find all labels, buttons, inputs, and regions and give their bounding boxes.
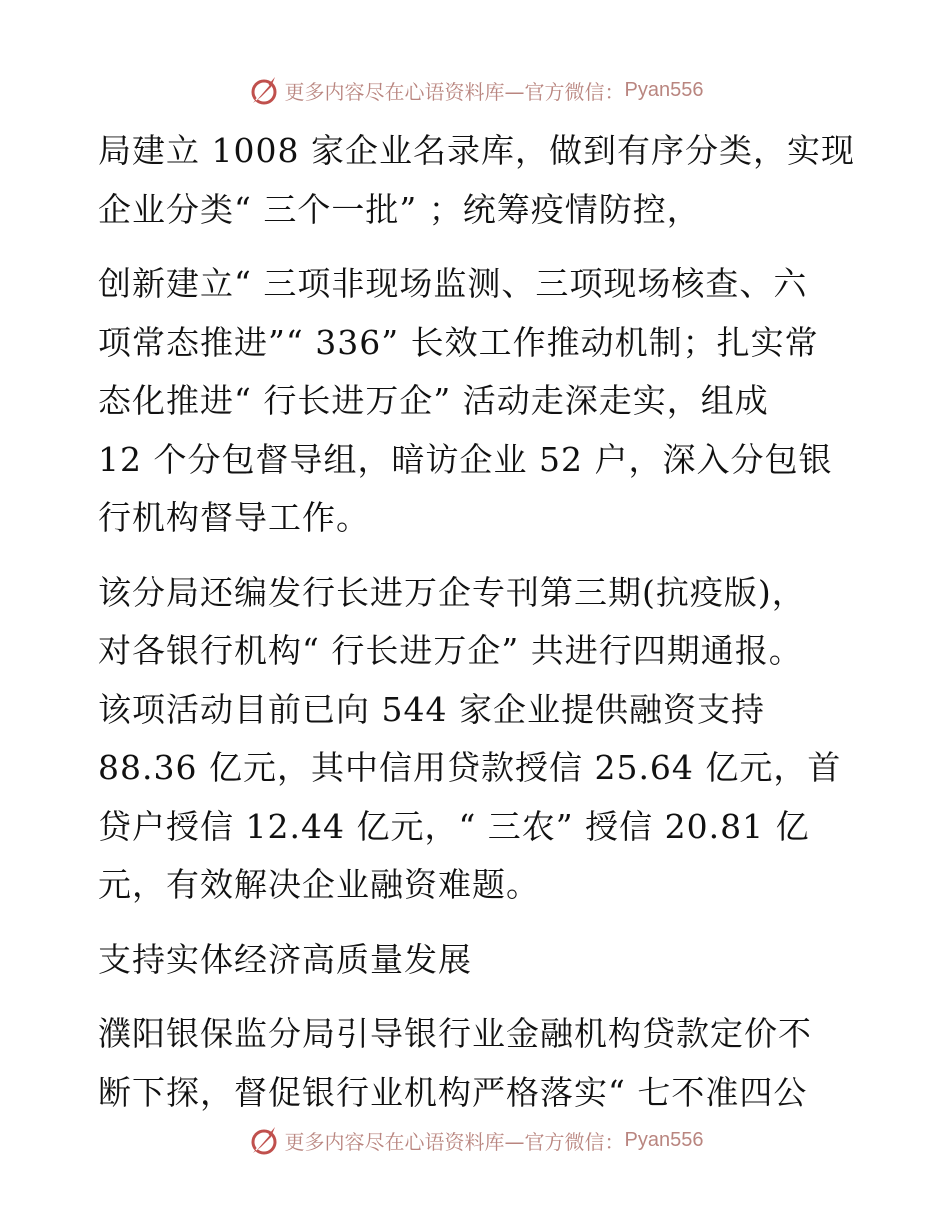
- paragraph-1: [98, 122, 858, 239]
- text-line: 该项活动目前已向 544 家企业提供融资支持: [98, 689, 765, 729]
- watermark-wechat-id: Pyan556: [624, 78, 704, 101]
- heading-line: 支持实体经济高质量发展: [98, 939, 472, 979]
- text-line: 创新建立“ 三项非现场监测、三项现场核查、六: [98, 264, 808, 303]
- header-watermark: [0, 70, 950, 110]
- watermark-wechat-id: Pyan556: [624, 1128, 704, 1151]
- watermark-text: 更多内容尽在心语资料库—官方微信：: [284, 79, 625, 104]
- text-line: 对各银行机构“ 行长进万企” 共进行四期通报。: [98, 631, 803, 670]
- text-line: 12 个分包督导组，暗访企业 52 户，深入分包银: [98, 439, 833, 479]
- text-line: 88.36 亿元，其中信用贷款授信 25.64 亿元，首: [98, 748, 842, 787]
- text-line: 项常态推进”“ 336” 长效工作推动机制；扎实常: [98, 322, 819, 362]
- text-line: 企业分类“ 三个一批” ；统筹疫情防控，: [98, 189, 701, 229]
- text-line: 态化推进“ 行长进万企” 活动走深走实，组成: [98, 381, 769, 420]
- quill-logo-icon: [247, 73, 281, 107]
- text-line: 贷户授信 12.44 亿元，“ 三农” 授信 20.81 亿: [98, 806, 810, 846]
- text-line: 元，有效解决企业融资难题。: [98, 865, 540, 904]
- section-heading: [98, 931, 858, 990]
- paragraph-3: [98, 564, 858, 915]
- text-line: 该分局还编发行长进万企专刊第三期(抗疫版)，: [98, 572, 806, 612]
- paragraph-4: [98, 1005, 858, 1122]
- quill-logo-icon: [247, 1123, 281, 1157]
- watermark-text: 更多内容尽在心语资料库—官方微信：: [284, 1129, 625, 1154]
- text-line: 行机构督导工作。: [98, 498, 370, 537]
- footer-watermark: [0, 1120, 950, 1160]
- paragraph-2: [98, 255, 858, 548]
- text-line: 濮阳银保监分局引导银行业金融机构贷款定价不: [98, 1014, 812, 1053]
- text-line: 局建立 1008 家企业名录库，做到有序分类，实现: [98, 131, 855, 170]
- document-body: [98, 122, 858, 1122]
- text-line: 断下探，督促银行业机构严格落实“ 七不准四公: [98, 1072, 808, 1112]
